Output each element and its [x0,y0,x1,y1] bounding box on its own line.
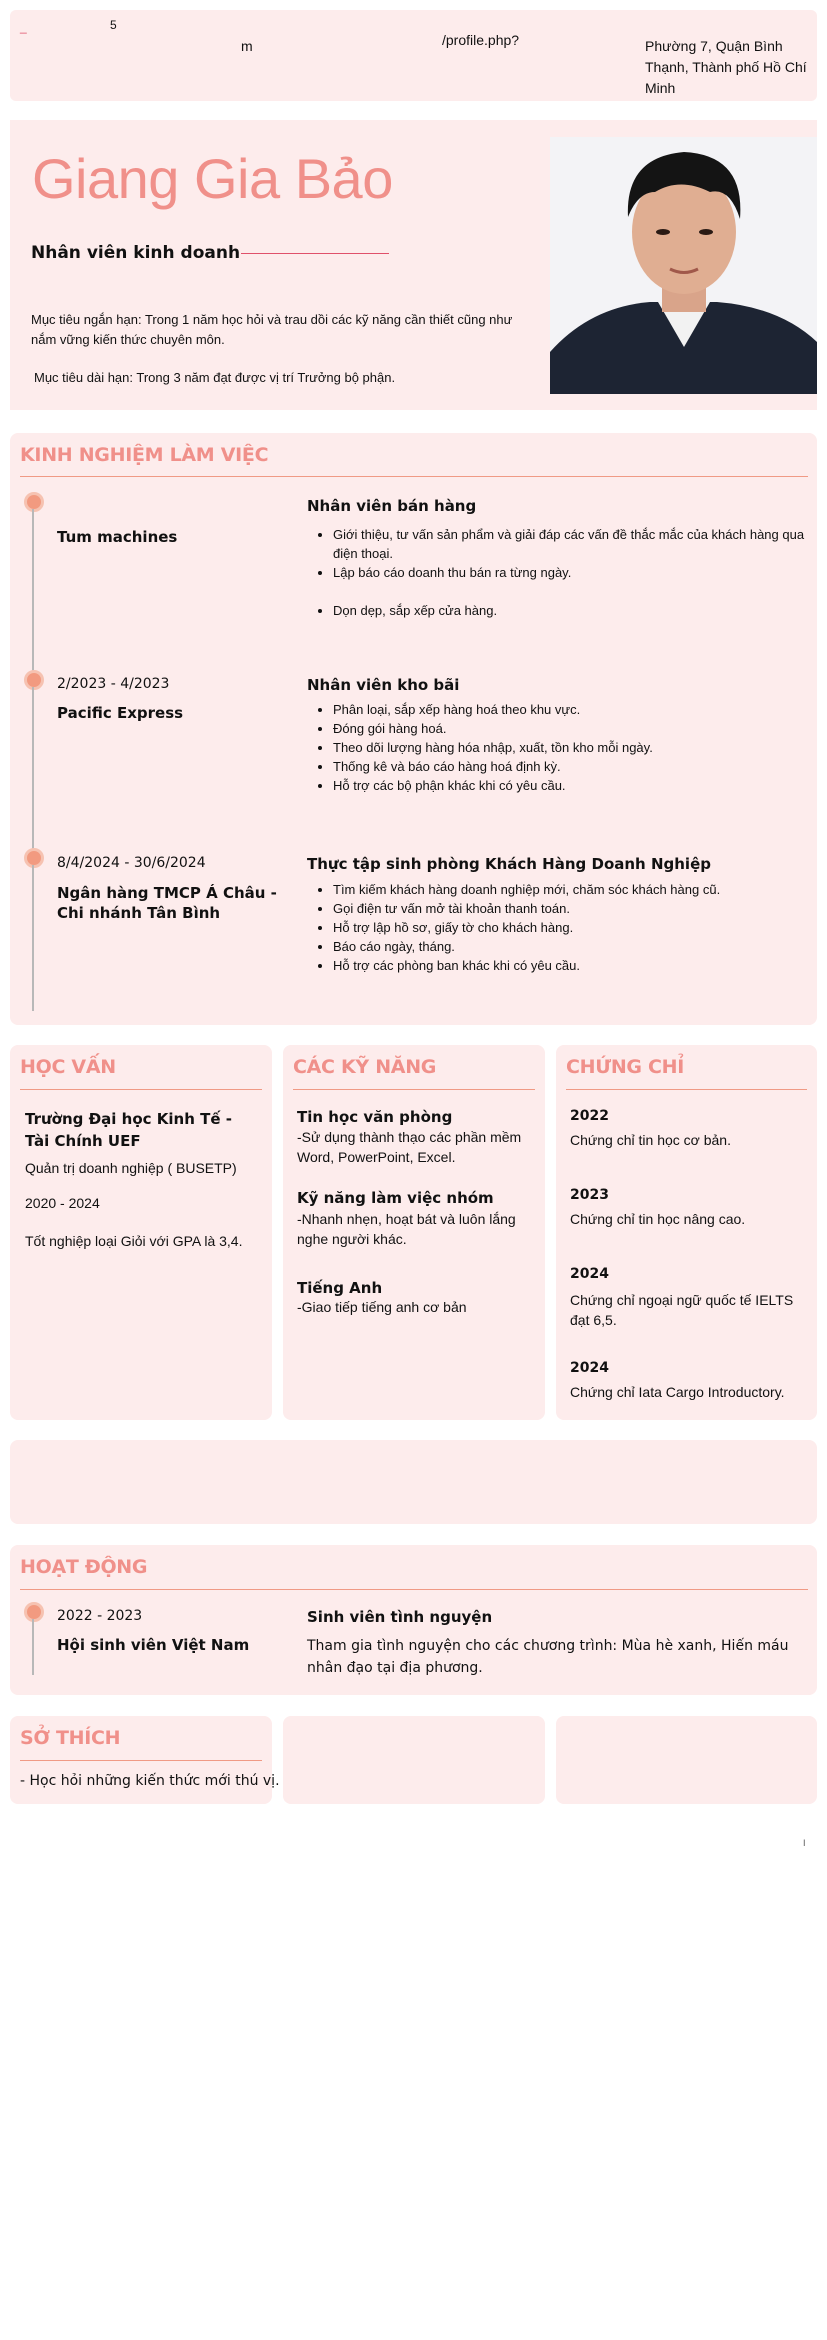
skills-panel [283,1045,545,1420]
exp-task: • Gọi điện tư vấn mở tài khoản thanh toán. [333,899,818,918]
timeline-line [32,687,34,853]
header-url[interactable]: /profile.php? [442,32,520,48]
exp-task: • Hỗ trợ các bộ phận khác khi có yêu cầu. [333,776,818,795]
exp-task-list [313,880,818,975]
timeline-dot [24,1602,44,1622]
timeline-line [32,509,34,675]
goal-long: Mục tiêu dài hạn: Trong 3 năm đạt được vị trí Trưởng bộ phận. [34,370,396,385]
activity-desc: Tham gia tình nguyện cho các chương trình: Mùa hè xanh, Hiến máu nhân đạo tại địa phương. [307,1638,789,1676]
job-position: Nhân viên kinh doanh [31,243,241,263]
exp-company: Tum machines [57,528,178,546]
exp-task: • Giới thiệu, tư vấn sản phẩm và giải đáp các vấn đề thắc mắc của khách hàng qua điện thoại. [333,525,818,563]
exp-task-list [313,525,818,620]
empty-panel-small [283,1716,545,1804]
hobby-text: - Học hỏi những kiến thức mới thú vị. [20,1773,280,1789]
skill-name: Tiếng Anh [297,1279,383,1297]
activity-org: Hội sinh viên Việt Nam [57,1636,250,1654]
exp-task: • Lập báo cáo doanh thu bán ra từng ngày. [333,563,818,582]
exp-company: Pacific Express [57,704,184,722]
experience-panel [10,433,817,1025]
exp-task: • Theo dõi lượng hàng hóa nhập, xuất, tồn kho mỗi ngày. [333,738,818,757]
cert-year: 2024 [570,1360,609,1376]
certificates-panel [556,1045,817,1420]
skill-desc: -Sử dụng thành thạo các phần mềm Word, PowerPoint, Excel. [297,1129,522,1165]
header-letter: m [241,38,253,54]
exp-task: • Thống kê và báo cáo hàng hoá định kỳ. [333,757,818,776]
cert-desc: Chứng chỉ ngoại ngữ quốc tế IELTS đạt 6,5. [570,1292,794,1328]
exp-task: • Tìm kiếm khách hàng doanh nghiệp mới, chăm sóc khách hàng cũ. [333,880,818,899]
exp-date: 8/4/2024 - 30/6/2024 [57,855,206,871]
education-result: Tốt nghiệp loại Giỏi với GPA là 3,4. [25,1233,243,1249]
cert-year: 2024 [570,1266,609,1282]
timeline-dot [24,670,44,690]
skill-desc: -Giao tiếp tiếng anh cơ bản [297,1299,467,1315]
exp-task: • Phân loại, sắp xếp hàng hoá theo khu vực. [333,700,818,719]
education-rule [20,1089,262,1090]
timeline-line [32,1619,34,1675]
activity-date: 2022 - 2023 [57,1608,143,1624]
education-years: 2020 - 2024 [25,1195,100,1211]
major: Quản trị doanh nghiệp ( BUSETP) [25,1160,237,1176]
hobbies-title: SỞ THÍCH [20,1727,121,1749]
experience-rule [20,476,808,477]
school-name: Trường Đại học Kinh Tế - Tài Chính UEF [25,1110,232,1150]
cert-year: 2022 [570,1108,609,1124]
header-glyph: 5 [110,18,117,32]
skills-rule [293,1089,535,1090]
hero-panel [10,120,817,410]
goal-short: Mục tiêu ngắn hạn: Trong 1 năm học hỏi và trau dồi các kỹ năng cần thiết cũng như nắm vững kiến thức chuyên môn. [31,312,513,347]
footer-mark: I [803,1838,806,1848]
cert-desc: Chứng chỉ Iata Cargo Introductory. [570,1384,785,1400]
exp-task: • Đóng gói hàng hoá. [333,719,818,738]
timeline-dot [24,492,44,512]
header-bar [10,10,817,101]
exp-task: • Báo cáo ngày, tháng. [333,937,818,956]
skill-name: Tin học văn phòng [297,1108,453,1126]
exp-company: Ngân hàng TMCP Á Châu - Chi nhánh Tân Bình [57,884,277,922]
header-address: Phường 7, Quận Bình Thạnh, Thành phố Hồ Chí Minh [645,38,807,96]
timeline-line [32,865,34,1011]
exp-date: 2/2023 - 4/2023 [57,676,170,692]
cert-desc: Chứng chỉ tin học nâng cao. [570,1211,746,1227]
hobbies-rule [20,1760,262,1761]
exp-role: Nhân viên bán hàng [307,497,477,515]
exp-role: Thực tập sinh phòng Khách Hàng Doanh Nghiệp [307,855,711,873]
skills-title: CÁC KỸ NĂNG [293,1056,437,1078]
cert-year: 2023 [570,1187,609,1203]
activities-title: HOẠT ĐỘNG [20,1556,148,1578]
experience-title: KINH NGHIỆM LÀM VIỆC [20,444,269,466]
exp-task: • Hỗ trợ lập hồ sơ, giấy tờ cho khách hàng. [333,918,818,937]
skill-desc: -Nhanh nhẹn, hoạt bát và luôn lắng nghe người khác. [297,1211,516,1247]
full-name: Giang Gia Bảo [32,147,393,210]
certificates-title: CHỨNG CHỈ [566,1056,685,1078]
cert-desc: Chứng chỉ tin học cơ bản. [570,1132,731,1148]
education-title: HỌC VẤN [20,1056,116,1078]
certificates-rule [566,1089,807,1090]
person-photo-icon [550,137,817,394]
skill-name: Kỹ năng làm việc nhóm [297,1189,494,1207]
activities-rule [20,1589,808,1590]
empty-panel-small [556,1716,817,1804]
exp-task: • Dọn dẹp, sắp xếp cửa hàng. [333,601,818,620]
header-marker: _ [20,20,27,34]
education-panel [10,1045,272,1420]
hobbies-panel [10,1716,280,1804]
exp-task: • Hỗ trợ các phòng ban khác khi có yêu cầu. [333,956,818,975]
timeline-dot [24,848,44,868]
activity-role: Sinh viên tình nguyện [307,1608,493,1626]
activities-panel [10,1545,817,1695]
empty-panel [10,1440,817,1524]
exp-task-list [313,700,818,795]
position-underline [241,253,389,254]
exp-role: Nhân viên kho bãi [307,676,460,694]
profile-photo [550,137,817,394]
